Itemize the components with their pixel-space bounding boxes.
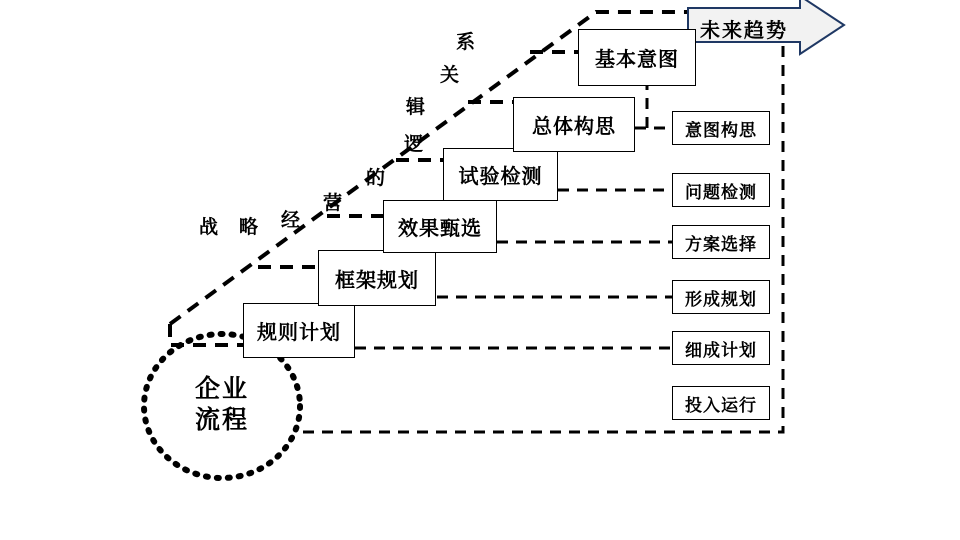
- step-box-xiao-guo-zhen-xuan[interactable]: 效果甄选: [383, 200, 497, 253]
- stage-box-yi-tu-gou-si[interactable]: 意图构思: [672, 111, 770, 145]
- diagonal-label-char-9: 系: [456, 32, 476, 53]
- stage-box-xing-cheng-gui-hua[interactable]: 形成规划: [672, 280, 770, 314]
- core-circle-label-line2: 流程: [194, 406, 249, 434]
- diagonal-label-char-6: 逻: [404, 134, 424, 155]
- diagonal-label-char-3: 经: [281, 210, 301, 231]
- step-box-ji-ben-yi-tu[interactable]: 基本意图: [578, 29, 696, 86]
- step-box-gui-ze-ji-hua[interactable]: 规则计划: [243, 303, 355, 358]
- diagonal-label-char-2: 略: [239, 217, 259, 238]
- core-circle-label-line1: 企业: [194, 375, 249, 403]
- stage-box-xi-cheng-ji-hua[interactable]: 细成计划: [672, 331, 770, 365]
- diagonal-label-char-7: 辑: [406, 97, 426, 118]
- step-box-zong-ti-gou-si[interactable]: 总体构思: [513, 97, 635, 152]
- stage-box-tou-ru-yun-xing[interactable]: 投入运行: [672, 386, 770, 420]
- diagonal-label-char-1: 战: [199, 217, 219, 238]
- stage-box-wen-ti-jian-ce[interactable]: 问题检测: [672, 173, 770, 207]
- stage-box-fang-an-xuan-ze[interactable]: 方案选择: [672, 225, 770, 259]
- step-box-shi-yan-jian-ce[interactable]: 试验检测: [443, 148, 558, 201]
- future-trend-label: 未来趋势: [700, 20, 788, 42]
- step-box-kuang-jia-gui-hua[interactable]: 框架规划: [318, 250, 436, 306]
- diagonal-label-char-4: 营: [323, 193, 343, 214]
- diagonal-label-char-8: 关: [440, 65, 460, 86]
- diagonal-label-char-5: 的: [366, 168, 386, 189]
